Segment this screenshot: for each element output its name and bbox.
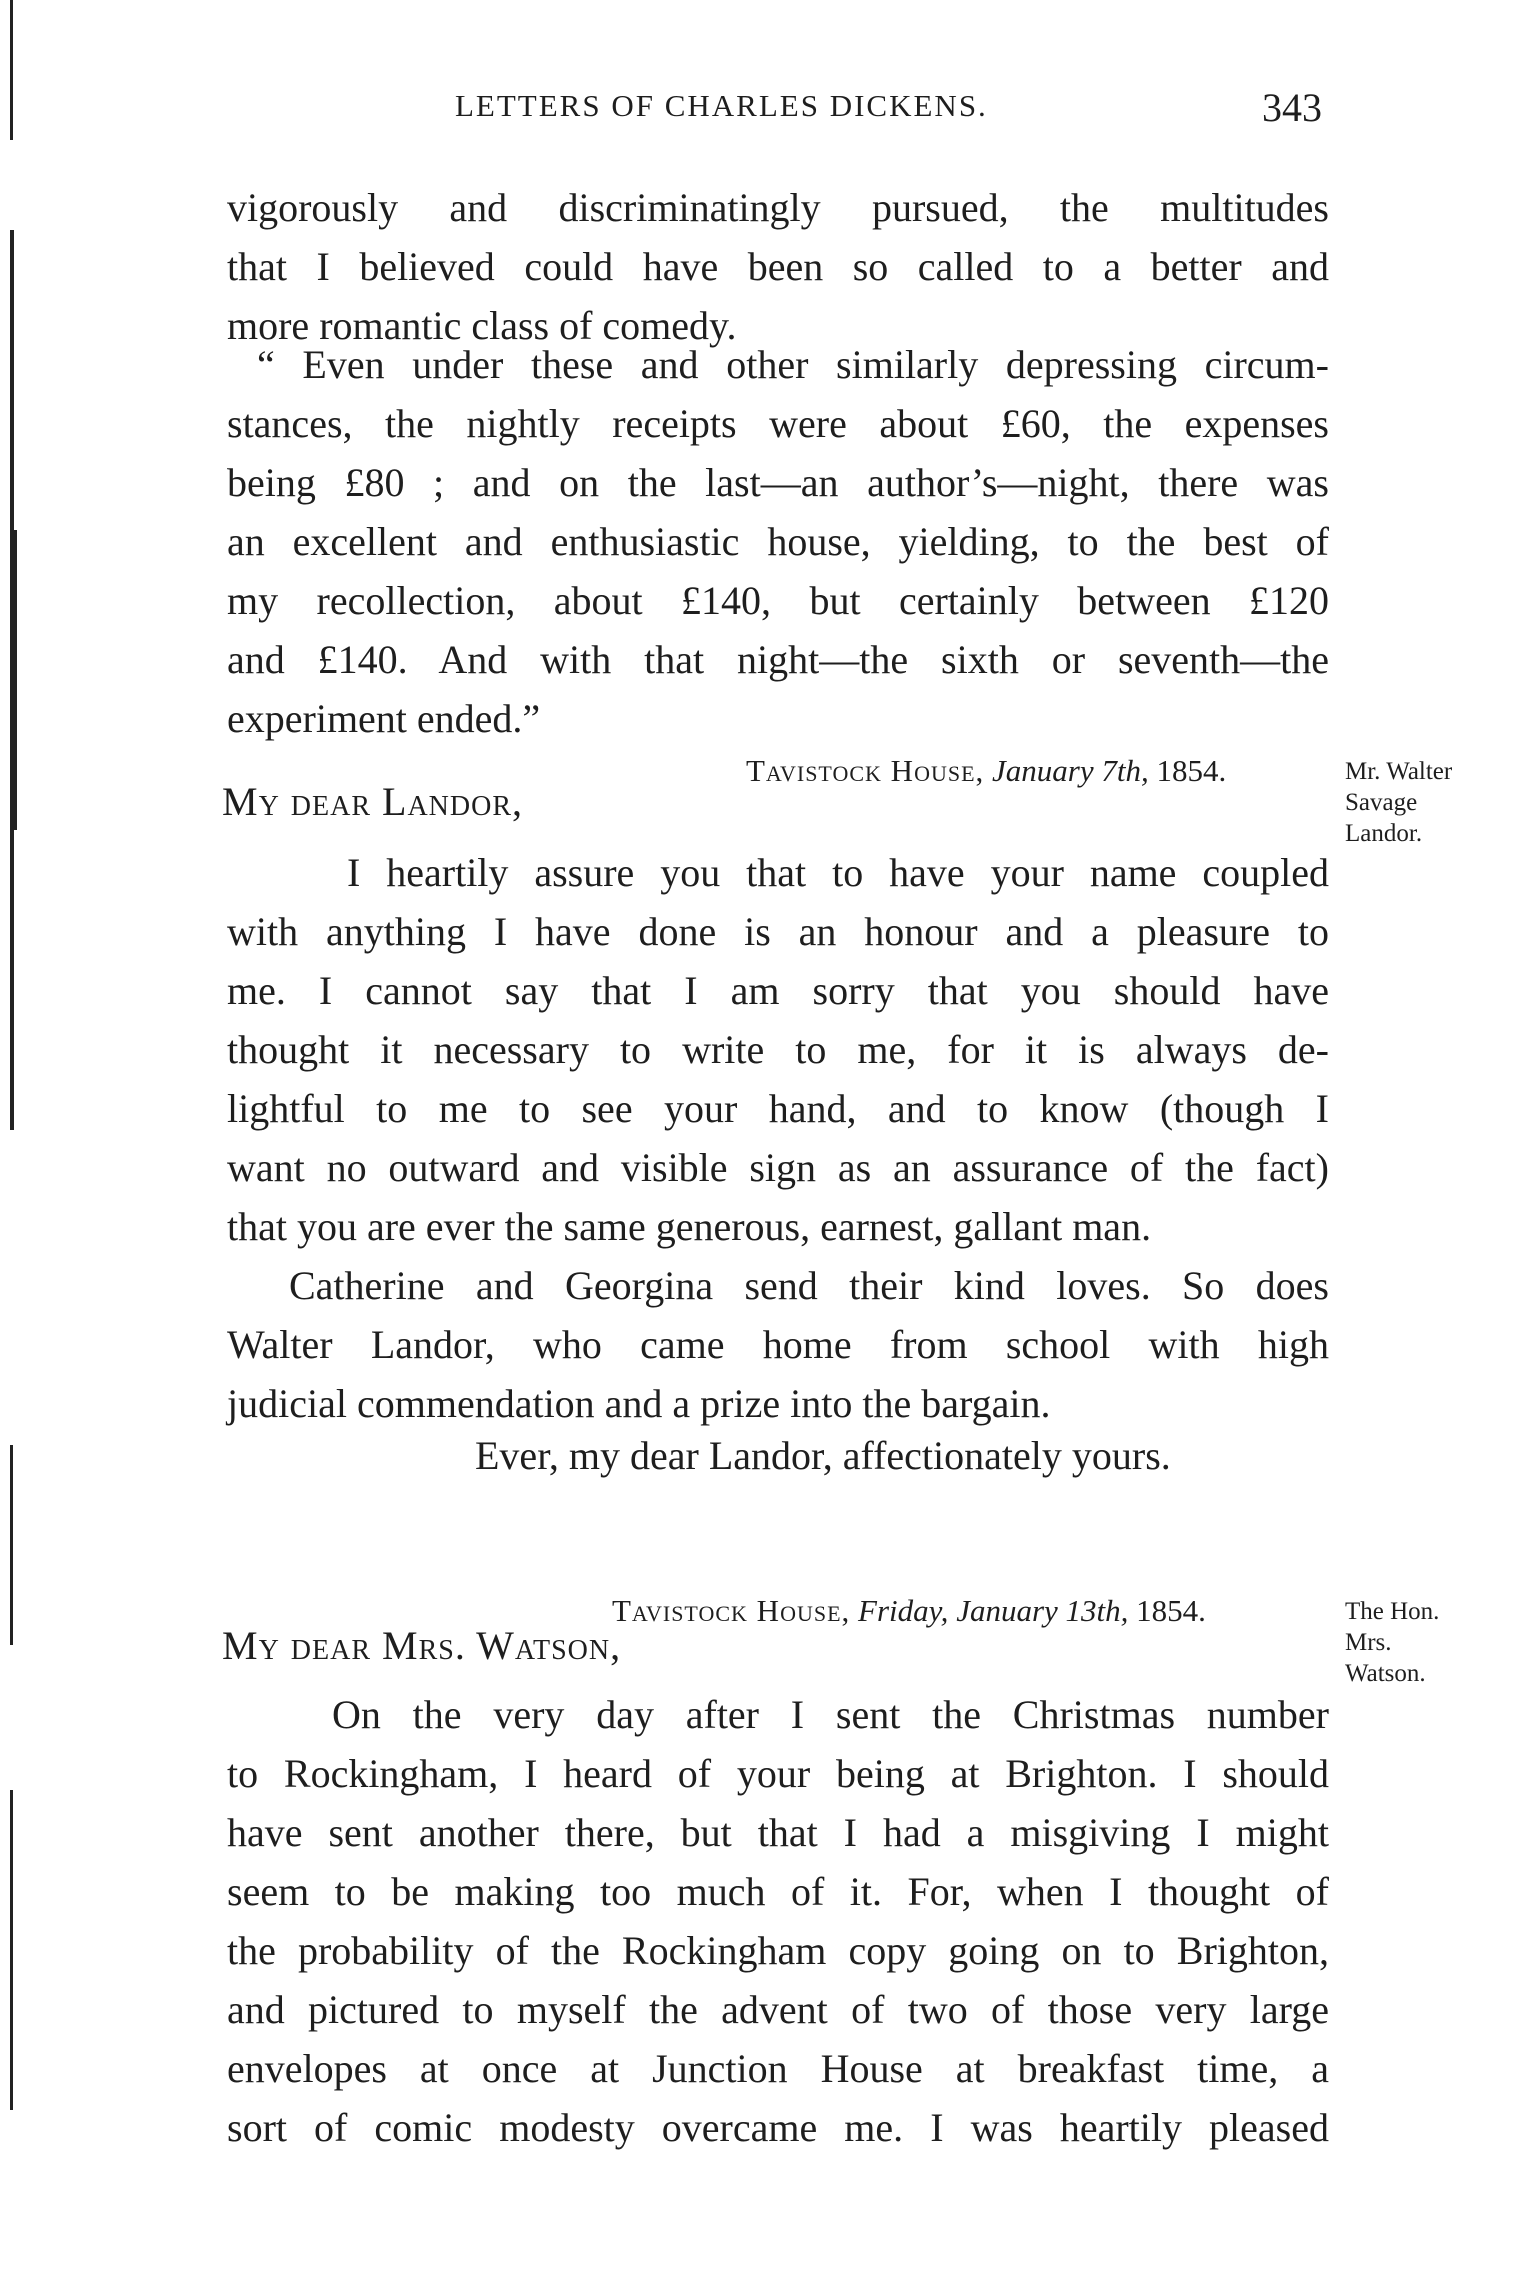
text-line: me. I cannot say that I am sorry that you should have xyxy=(227,968,1329,1013)
text-line: envelopes at once at Junction House at breakfast time, a xyxy=(227,2046,1329,2091)
text-line: Catherine and Georgina send their kind loves. So does xyxy=(289,1263,1329,1308)
text-line: the probability of the Rockingham copy going on to Brighton, xyxy=(227,1928,1329,1973)
letter1-date: January 7th, xyxy=(992,753,1149,788)
letter2-salutation: My dear Mrs. Watson, xyxy=(222,1623,622,1668)
sidenote-line: Watson. xyxy=(1345,1660,1426,1687)
text-line: judicial commendation and a prize into the bargain. xyxy=(227,1381,1051,1426)
sidenote-line: Landor. xyxy=(1345,820,1423,847)
letter1-place: Tavistock House, xyxy=(746,753,985,788)
text-line: “ Even under these and other similarly depressing circum- xyxy=(257,342,1329,387)
text-line: seem to be making too much of it. For, when I thought of xyxy=(227,1869,1329,1914)
text-line: I heartily assure you that to have your name coupled xyxy=(347,850,1329,895)
page-number: 343 xyxy=(1262,85,1322,130)
text-line: and pictured to myself the advent of two of those very large xyxy=(227,1987,1329,2032)
text-line: more romantic class of comedy. xyxy=(227,303,737,348)
margin-rule-lower xyxy=(10,1790,13,2110)
margin-rule-thick xyxy=(10,530,17,830)
margin-rule-top xyxy=(10,0,13,140)
letter1-dateline xyxy=(746,753,1226,789)
text-line: thought it necessary to write to me, for it is always de- xyxy=(227,1027,1329,1072)
margin-rule-mid xyxy=(10,1445,13,1645)
letter2-date: January 13th, xyxy=(956,1593,1129,1628)
letter1-sidenote xyxy=(1345,756,1452,849)
letter2-place: Tavistock House, xyxy=(612,1593,851,1628)
letter1-paragraph1 xyxy=(227,843,1329,1256)
text-line: Walter Landor, who came home from school with high xyxy=(227,1322,1329,1367)
text-line: experiment ended.” xyxy=(227,696,541,741)
text-line: being £80 ; and on the last—an author’s—night, there was xyxy=(227,460,1329,505)
letter2-paragraph1 xyxy=(227,1685,1329,2157)
text-line: stances, the nightly receipts were about £60, the expenses xyxy=(227,401,1329,446)
text-line: sort of comic modesty overcame me. I was heartily pleased xyxy=(227,2105,1329,2150)
text-line: an excellent and enthusiastic house, yielding, to the best of xyxy=(227,519,1329,564)
text-line: vigorously and discriminatingly pursued, the multitudes xyxy=(227,185,1329,230)
letter2-year: 1854. xyxy=(1136,1593,1206,1628)
sidenote-line: Mrs. xyxy=(1345,1629,1392,1656)
text-line: and £140. And with that night—the sixth or seventh—the xyxy=(227,637,1329,682)
text-line: to Rockingham, I heard of your being at Brighton. I should xyxy=(227,1751,1329,1796)
letter2-dateline xyxy=(612,1593,1206,1629)
letter1-closing: Ever, my dear Landor, affectionately yours. xyxy=(475,1433,1171,1478)
sidenote-line: The Hon. xyxy=(1345,1598,1440,1625)
text-line: On the very day after I sent the Christmas number xyxy=(332,1692,1329,1737)
text-line: with anything I have done is an honour and a pleasure to xyxy=(227,909,1329,954)
text-line: want no outward and visible sign as an assurance of the fact) xyxy=(227,1145,1329,1190)
letter1-year: 1854. xyxy=(1156,753,1227,788)
text-line: that you are ever the same generous, earnest, gallant man. xyxy=(227,1204,1152,1249)
text-line: have sent another there, but that I had a misgiving I might xyxy=(227,1810,1329,1855)
text-line: my recollection, about £140, but certainly between £120 xyxy=(227,578,1329,623)
sidenote-line: Mr. Walter xyxy=(1345,758,1453,785)
text-line: lightful to me to see your hand, and to know (though I xyxy=(227,1086,1329,1131)
sidenote-line: Savage xyxy=(1345,789,1418,816)
text-line: that I believed could have been so called to a better and xyxy=(227,244,1329,289)
running-title: LETTERS OF CHARLES DICKENS. xyxy=(455,88,988,123)
quote-paragraph xyxy=(227,335,1329,748)
letter2-day: Friday, xyxy=(858,1593,949,1628)
letter1-salutation: My dear Landor, xyxy=(222,779,523,824)
letter2-sidenote xyxy=(1345,1596,1439,1689)
continuation-paragraph xyxy=(227,178,1329,355)
letter1-paragraph2 xyxy=(227,1256,1329,1433)
